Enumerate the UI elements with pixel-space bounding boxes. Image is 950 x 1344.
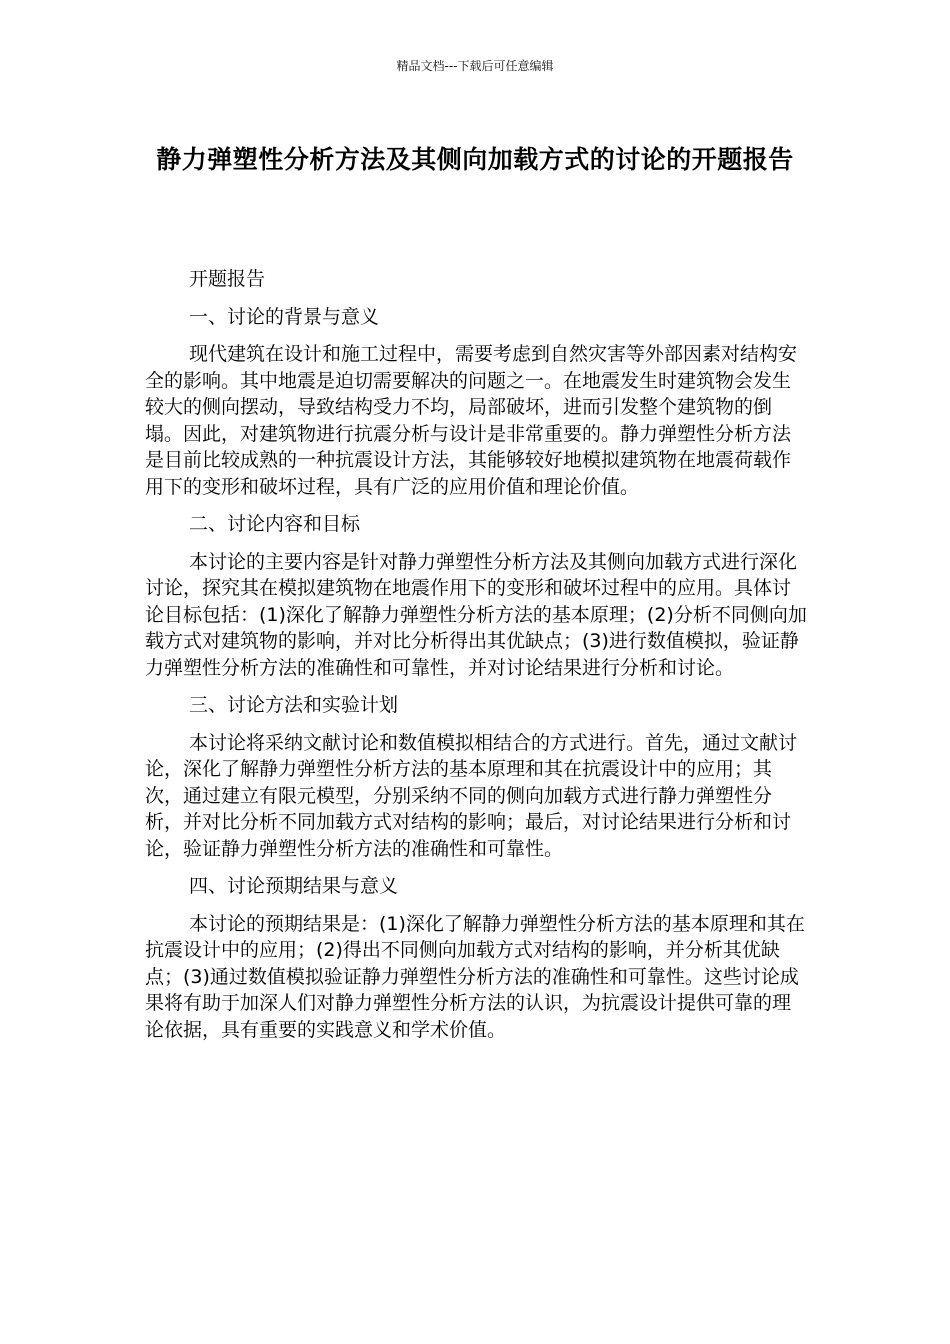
section-body-methods-plan: 本讨论将采纳文献讨论和数值模拟相结合的方式进行。首先，通过文献讨论，深化了解静力弹塑性分析方法的基本原理和其在抗震设计中的应用；其次，通过建立有限元模型，分别采纳不同的侧向加载方式进行静力弹塑性分析，并对比分析不同加载方式对结构的影响；最后，对讨论结果进行分析和讨论，验证静力弹塑性分析方法的准确性和可靠性。 <box>145 731 798 860</box>
section-heading-background: 一、讨论的背景与意义 <box>189 305 380 328</box>
section-body-background: 现代建筑在设计和施工过程中，需要考虑到自然灾害等外部因素对结构安全的影响。其中地震是迫切需要解决的问题之一。在地震发生时建筑物会发生较大的侧向摆动，导致结构受力不均，局部破坏，进而引发整个建筑物的倒塌。因此，对建筑物进行抗震分析与设计是非常重要的。静力弹塑性分析方法是目前比较成熟的一种抗震设计方法，其能够较好地模拟建筑物在地震荷载作用下的变形和破坏过程，具有广泛的应用价值和理论价值。 <box>145 343 798 498</box>
page-header-watermark: 精品文档---下载后可任意编辑 <box>396 59 554 73</box>
section-heading-methods-plan: 三、讨论方法和实验计划 <box>189 694 399 716</box>
document-title: 静力弹塑性分析方法及其侧向加载方式的讨论的开题报告 <box>156 145 794 174</box>
section-body-expected-results: 本讨论的预期结果是：(1)深化了解静力弹塑性分析方法的基本原理和其在抗震设计中的应用；(2)得出不同侧向加载方式对结构的影响，并分析其优缺点；(3)通过数值模拟验证静力弹塑性分析方法的准确性和可靠性。这些讨论成果将有助于加深人们对静力弹塑性分析方法的认识，为抗震设计提供可靠的理论依据，具有重要的实践意义和学术价值。 <box>145 912 805 1041</box>
document-body <box>145 266 807 1043</box>
section-heading-expected-results: 四、讨论预期结果与意义 <box>189 875 399 897</box>
section-heading-content-goals: 二、讨论内容和目标 <box>189 513 361 535</box>
report-subtitle: 开题报告 <box>189 268 266 290</box>
section-body-content-goals: 本讨论的主要内容是针对静力弹塑性分析方法及其侧向加载方式进行深化讨论，探究其在模拟建筑物在地震作用下的变形和破坏过程中的应用。具体讨论目标包括：(1)深化了解静力弹塑性分析方法的基本原理；(2)分析不同侧向加载方式对建筑物的影响，并对比分析得出其优缺点；(3)进行数值模拟，验证静力弹塑性分析方法的准确性和可靠性，并对讨论结果进行分析和讨论。 <box>145 550 807 679</box>
